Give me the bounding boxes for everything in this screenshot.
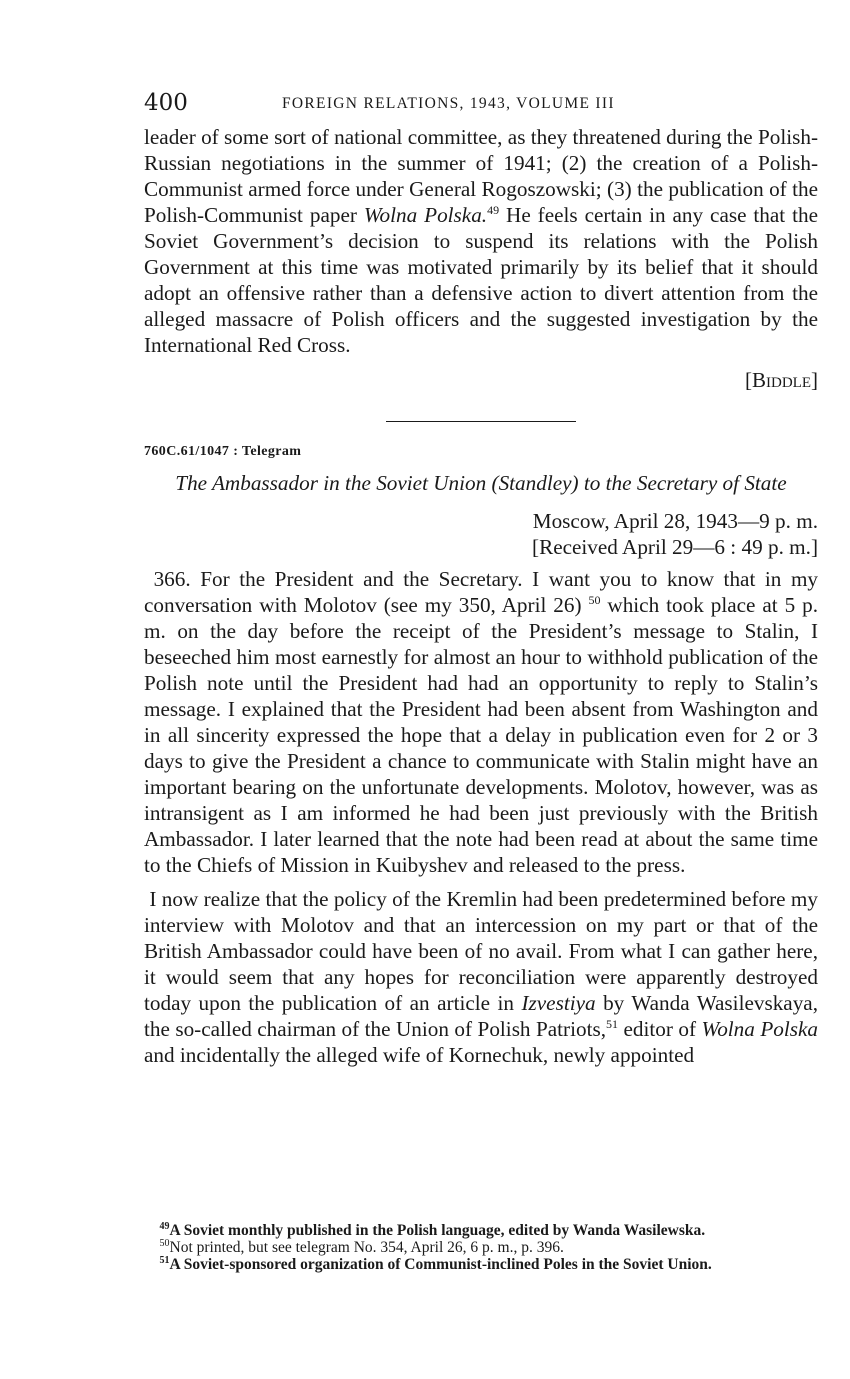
footnote-ref-51: 51: [606, 1016, 619, 1031]
dateline-received: [Received April 29—6 : 49 p. m.]: [532, 535, 818, 559]
telegram-paragraph-2: [144, 886, 818, 1068]
paragraph-2-text-d: and incidentally the alleged wife of Kornechuk, newly appointed: [144, 1043, 695, 1067]
paragraph-2-text-c: editor of: [618, 1017, 702, 1041]
paragraph-1-text-b: which took place at 5 p. m. on the day before the receipt of the President’s message to Stalin, I beseeched him most earnestly for almost an hour to withhold publication of the Polish note until the President had had an opportunity to reply to Stalin’s message. I explained that the President had been absent from Washington and in all sincerity expressed the hope that a delay in publication even for 2 or 3 days to give the President a chance to communicate with Stalin might have an important bearing on the unfortunate developments. Molotov, however, was as intransigent as I am informed he had been just previously with the British Ambassador. I later learned that the note had been read at about the same time to the Chiefs of Mission in Kuibyshev and released to the press.: [144, 593, 819, 877]
page-number: 400: [144, 90, 188, 116]
paragraph-2-text-a: I now realize that the policy of the Kremlin had been predetermined before my interview with Molotov and that an intercession on my part or that of the British Ambassador could have been of no avail. From what I can gather here, it would seem that any hopes for reconciliation were apparently destroyed today upon the publication of an article in: [144, 887, 819, 1015]
signoff-name: Biddle: [752, 368, 811, 392]
footnote-marker: 51: [159, 1254, 170, 1266]
page-body: [144, 88, 818, 1068]
footnotes: [144, 1222, 818, 1273]
footnote: [144, 1222, 818, 1239]
continuation-text: leader of some sort of national committee, as they threatened during the Polish-Russian negotiations in the summer of 1941; (2) the creation of a Polish-Communist armed force under General Rogoszowski; (3) the publication of the Polish-Communist paper: [144, 125, 818, 227]
dateline: [144, 508, 818, 560]
running-head: [144, 88, 818, 124]
footnote-text: A Soviet monthly published in the Polish language, edited by Wanda Wasilewska.: [169, 1222, 706, 1239]
footnote-marker: 50: [159, 1237, 170, 1249]
continuation-paragraph: [144, 124, 818, 358]
newspaper-wolna-polska: Wolna Polska: [701, 1017, 818, 1041]
continuation-text-2: He feels certain in any case that the Soviet Government’s decision to suspend its relations with the Polish Government at this time was motivated primarily by its belief that it should adopt an offensive rather than a defensive action to divert attention from the alleged massacre of Polish officers and the suggested investigation by the International Red Cross.: [144, 203, 818, 357]
newspaper-title: Wolna Polska.: [363, 203, 488, 227]
signoff: [Biddle]: [745, 368, 818, 392]
file-reference: 760C.61/1047 : Telegram: [144, 444, 302, 459]
document-heading: The Ambassador in the Soviet Union (Standley) to the Secretary of State: [175, 471, 787, 495]
running-title: FOREIGN RELATIONS, 1943, VOLUME III: [282, 95, 615, 112]
footnote: [144, 1256, 818, 1273]
newspaper-izvestiya: Izvestiya: [521, 991, 596, 1015]
footnote-text: A Soviet-sponsored organization of Communist-inclined Poles in the Soviet Union.: [169, 1256, 712, 1273]
footnote-ref-49: 49: [487, 202, 500, 217]
footnote-ref-50: 50: [588, 592, 601, 607]
paragraph-1-text-a: 366. For the President and the Secretary. I want you to know that in my conversation with Molotov (see my 350, April 26): [144, 567, 819, 617]
dateline-sent: Moscow, April 28, 1943—9 p. m.: [532, 509, 818, 533]
paragraph-2-text-b: by Wanda Wasilevskaya, the so-called chairman of the Union of Polish Patriots,: [144, 991, 818, 1041]
telegram-paragraph-1: [144, 566, 818, 878]
footnote-marker: 49: [159, 1220, 170, 1232]
section-divider: [386, 421, 576, 422]
footnote: [144, 1239, 818, 1256]
footnote-text: Not printed, but see telegram No. 354, April 26, 6 p. m., p. 396.: [169, 1239, 564, 1256]
